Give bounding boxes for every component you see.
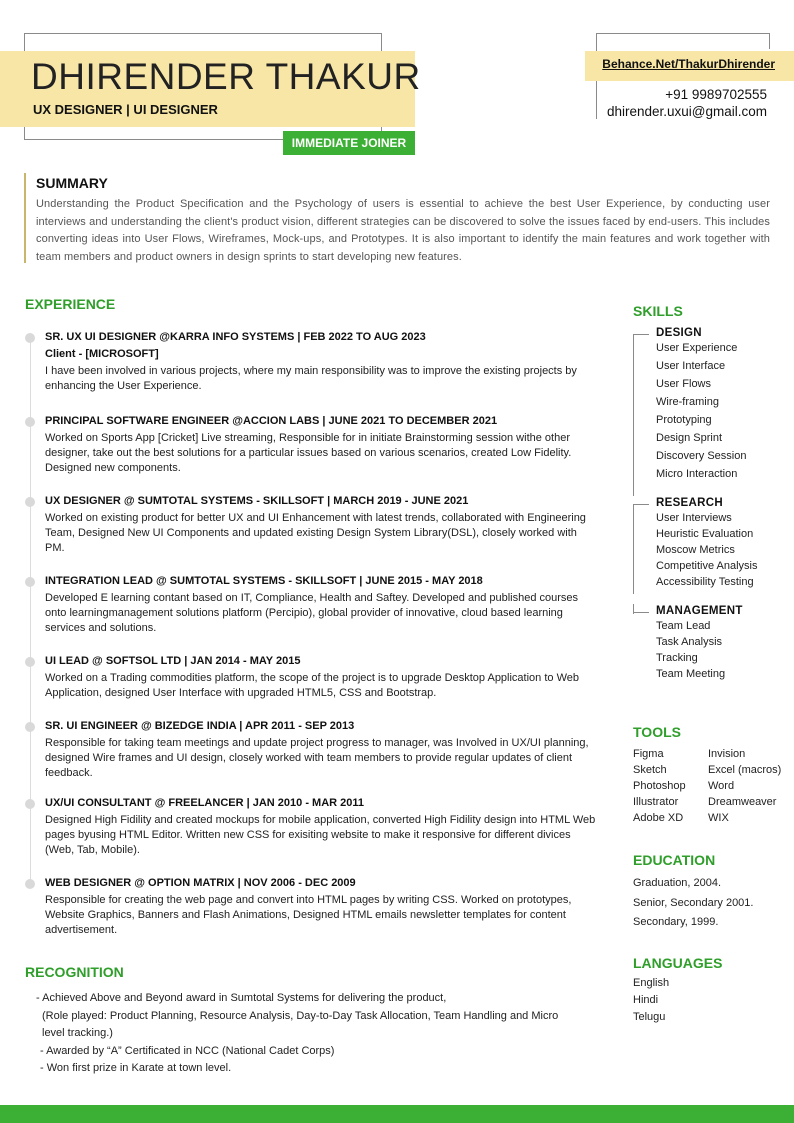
language-item: Hindi (633, 994, 659, 1006)
experience-item (45, 331, 597, 394)
email-address[interactable]: dhirender.uxui@gmail.com (606, 104, 767, 119)
skill-group-heading: DESIGN (633, 327, 793, 339)
skill-group-heading: MANAGEMENT (633, 605, 793, 617)
experience-item (45, 575, 597, 637)
skill-item: Heuristic Evaluation (656, 528, 754, 540)
skill-item: Competitive Analysis (656, 560, 758, 572)
experience-title: EXPERIENCE (25, 296, 116, 312)
experience-item (45, 720, 597, 782)
skill-group-research (633, 497, 793, 590)
tools-row (633, 810, 793, 826)
experience-item-description: I have been involved in various projects, where my main responsibility was to improve the existing projects by enhancing the User Experience. (45, 365, 577, 393)
footer-bar (0, 1105, 794, 1123)
phone-number: +91 9989702555 (665, 87, 767, 102)
timeline-dot (25, 657, 35, 667)
experience-item (45, 797, 597, 859)
tools-row (633, 794, 793, 810)
tool-item: Invision (708, 748, 746, 760)
availability-badge: IMMEDIATE JOINER (283, 131, 415, 155)
recognition-line: (Role played: Product Planning, Resource Analysis, Day-to-Day Task Allocation, Team Handling and Micro (42, 1009, 559, 1022)
experience-item-title: SR. UI ENGINEER @ BIZEDGE INDIA | APR 2011 - SEP 2013 (45, 720, 355, 732)
tool-item: Word (708, 780, 735, 792)
skill-item: Design Sprint (656, 432, 723, 444)
experience-item-description: Responsible for creating the web page and convert into HTML pages by writing CSS. Worked on prototypes, Website Graphics, Banners and Flash Animations, Designed HTML emails newsletter templates for content advertisement. (45, 894, 572, 937)
recognition-line: - Awarded by “A” Certificated in NCC (National Cadet Corps) (40, 1044, 335, 1057)
education-item: Senior, Secondary 2001. (633, 896, 754, 909)
skill-item: Prototyping (656, 414, 712, 426)
experience-item (45, 877, 597, 939)
experience-item-description: Worked on Sports App [Cricket] Live streaming, Responsible for in initiate Brainstorming session withe other designer, take out the best solutions for a particular issues based on various scenarios, created Low Fidelity. Designed new components. (45, 432, 572, 475)
tools-row (633, 762, 793, 778)
skill-group-design (633, 327, 793, 483)
experience-item-title: UI LEAD @ SOFTSOL LTD | JAN 2014 - MAY 2015 (45, 655, 301, 667)
skill-item: Team Lead (656, 620, 711, 632)
education-item: Graduation, 2004. (633, 877, 722, 889)
timeline-dot (25, 722, 35, 732)
experience-item-title: PRINCIPAL SOFTWARE ENGINEER @ACCION LABS | JUNE 2021 TO DECEMBER 2021 (45, 415, 498, 427)
tools-row (633, 746, 793, 762)
skill-item: Wire-framing (656, 396, 719, 408)
tool-item: Sketch (633, 764, 667, 776)
tool-item: WIX (708, 812, 729, 824)
tool-item: Adobe XD (633, 812, 684, 824)
experience-item-title: SR. UX UI DESIGNER @KARRA INFO SYSTEMS | FEB 2022 TO AUG 2023 (45, 331, 426, 343)
skill-item: Tracking (656, 652, 698, 664)
skill-group-heading: RESEARCH (633, 497, 793, 509)
skill-item: Accessibility Testing (656, 576, 754, 588)
language-item: English (633, 977, 670, 989)
experience-item-description: Worked on a Trading commodities platform, the scope of the project is to upgrade Desktop Application to Web Application, designed User Interface with upgraded HTML5, CSS and Bootstrap. (45, 672, 579, 700)
tool-item: Illustrator (633, 796, 679, 808)
tool-item: Photoshop (633, 780, 686, 792)
skill-item: Moscow Metrics (656, 544, 735, 556)
skill-item: User Flows (656, 378, 712, 390)
skill-item: Discovery Session (656, 450, 747, 462)
tool-item: Dreamweaver (708, 796, 777, 808)
tools-grid (633, 746, 793, 826)
skill-item: User Interface (656, 360, 726, 372)
experience-item (45, 415, 597, 477)
timeline-dot (25, 879, 35, 889)
recognition-list (36, 990, 576, 1078)
tool-item: Excel (macros) (708, 764, 782, 776)
experience-item (45, 655, 597, 701)
tools-row (633, 778, 793, 794)
education-item: Secondary, 1999. (633, 916, 719, 928)
languages-title: LANGUAGES (633, 955, 723, 971)
timeline-dot (25, 577, 35, 587)
timeline-dot (25, 497, 35, 507)
candidate-name: DHIRENDER THAKUR (31, 56, 421, 97)
skill-item: User Interviews (656, 512, 732, 524)
summary-text: Understanding the Product Specification and the Psychology of users is essential to achieve the best User Experience, by conducting user interviews and understanding the client's product vision, different strategies can be discovered to solve the issues faced by end-users. This includes converting ideas into User Flows, Wireframes, Mock-ups, and Prototypes. It is also important to identify the main features and work together with team members and product owners in design sprints to start developing new features. (36, 198, 770, 263)
experience-item (45, 495, 597, 557)
experience-item-description: Designed High Fidility and created mockups for mobile application, converted High Fidility design into HTML Web pages byusing HTML Editor. Written new CSS for exisiting website to make it responsive for different divices (Web, Tab, Mobile). (45, 814, 596, 857)
skill-group-management (633, 605, 793, 682)
tools-title: TOOLS (633, 724, 681, 740)
education-title: EDUCATION (633, 852, 716, 868)
timeline-dot (25, 799, 35, 809)
experience-item-client: Client - [MICROSOFT] (45, 348, 159, 360)
experience-item-title: WEB DESIGNER @ OPTION MATRIX | NOV 2006 - DEC 2009 (45, 877, 356, 889)
summary-accent-bar (24, 173, 26, 263)
skill-item: Task Analysis (656, 636, 723, 648)
skill-item: Micro Interaction (656, 468, 738, 480)
recognition-line: - Achieved Above and Beyond award in Sumtotal Systems for delivering the product, (36, 992, 447, 1004)
tool-item: Figma (633, 748, 664, 760)
summary-title: SUMMARY (36, 175, 108, 191)
contact-frame-edge (769, 33, 770, 49)
timeline-dot (25, 333, 35, 343)
experience-item-title: UX/UI CONSULTANT @ FREELANCER | JAN 2010 - MAR 2011 (45, 797, 365, 809)
candidate-role: UX DESIGNER | UI DESIGNER (33, 102, 218, 117)
languages-list (633, 975, 669, 1026)
experience-item-title: INTEGRATION LEAD @ SUMTOTAL SYSTEMS - SKILLSOFT | JUNE 2015 - MAY 2018 (45, 575, 483, 587)
recognition-line: - Won first prize in Karate at town level. (40, 1062, 232, 1074)
education-list (633, 874, 753, 933)
recognition-line: level tracking.) (42, 1027, 113, 1039)
experience-item-description: Worked on existing product for better UX and UI Enhancement with latest trends, collaborated with Engineering Team, Designed New UI Components and updated existing Design System Library(DSL), closely worked with PM. (45, 512, 586, 555)
experience-item-description: Developed E learning contant based on IT, Compliance, Health and Saftey. Developed and published courses onto learningmanagement solutions platform (Percipio), global provider of innovative, cloud based learning services and solutions. (45, 592, 579, 635)
behance-link[interactable]: Behance.Net/ThakurDhirender (602, 57, 775, 71)
experience-item-description: Responsible for taking team meetings and update project progress to manager, was Involved in UX/UI planning, designed Wire frames and UI design, closely worked with team members to provide regular updates of client feedback. (45, 737, 589, 780)
timeline-dot (25, 417, 35, 427)
skill-item: User Experience (656, 342, 738, 354)
recognition-title: RECOGNITION (25, 964, 124, 980)
skill-item: Team Meeting (656, 668, 726, 680)
language-item: Telugu (633, 1011, 666, 1023)
skills-title: SKILLS (633, 303, 683, 319)
experience-item-title: UX DESIGNER @ SUMTOTAL SYSTEMS - SKILLSOFT | MARCH 2019 - JUNE 2021 (45, 495, 469, 507)
